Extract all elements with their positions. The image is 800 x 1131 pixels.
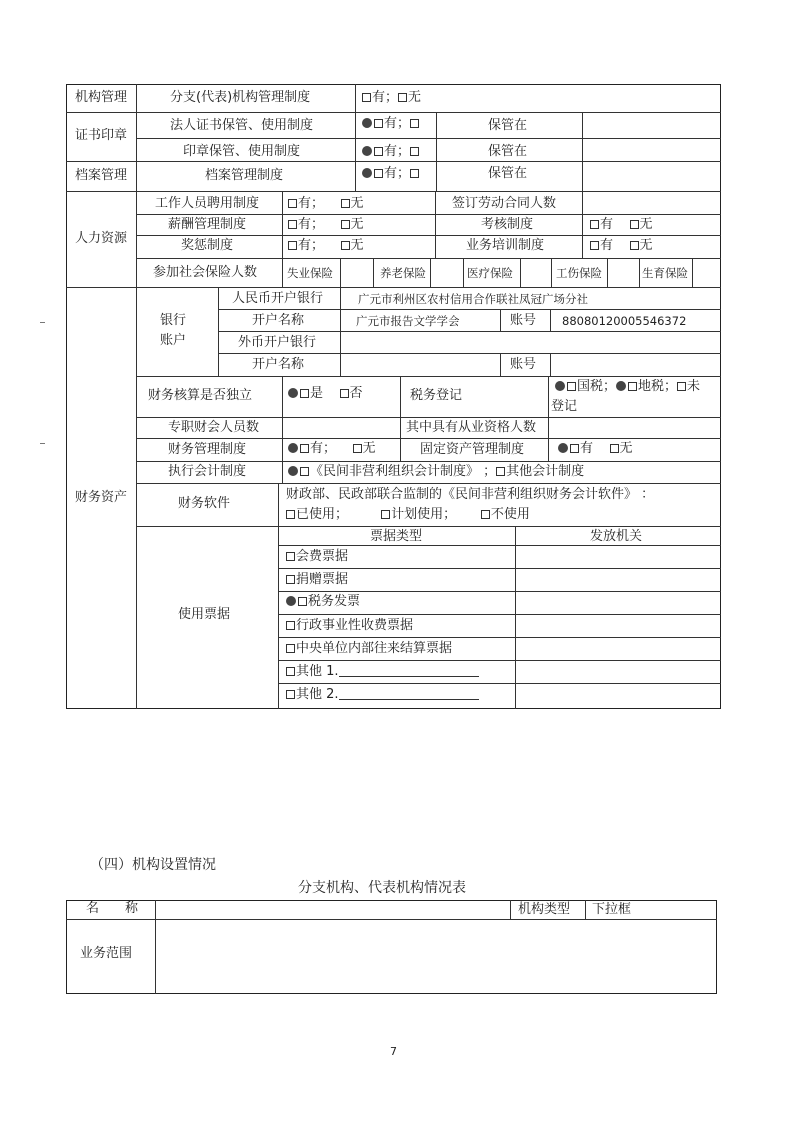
mgmt-options[interactable]: 有； 无 <box>288 441 376 457</box>
mgmt-label: 财务管理制度 <box>168 442 247 457</box>
checkbox[interactable] <box>496 467 505 476</box>
invoice-label: 使用票据 <box>178 607 231 622</box>
org-options[interactable]: 有； 无 <box>362 90 421 106</box>
checkbox[interactable] <box>341 241 350 250</box>
checkbox[interactable] <box>298 597 307 606</box>
qualified-label: 其中具有从业资格人数 <box>406 420 537 435</box>
finance-label: 财务资产 <box>75 490 128 505</box>
checkbox[interactable] <box>590 241 599 250</box>
invoice-type-row[interactable]: 税务发票 <box>286 594 360 610</box>
fx-account-name-label: 开户名称 <box>252 357 305 372</box>
type-dropdown[interactable]: 下拉框 <box>592 902 632 917</box>
checkbox[interactable] <box>630 220 639 229</box>
page-number: 7 <box>390 1045 397 1058</box>
checkbox[interactable] <box>374 147 383 156</box>
checkbox[interactable] <box>570 444 579 453</box>
margin-mark <box>40 322 45 323</box>
invoice-type-header: 票据类型 <box>370 529 423 544</box>
invoice-type-row[interactable]: 捐赠票据 <box>286 572 348 588</box>
independent-label: 财务核算是否独立 <box>148 388 253 403</box>
checkbox[interactable] <box>410 169 419 178</box>
bank-label-2: 账户 <box>160 333 187 348</box>
archive-options[interactable]: 有； <box>362 166 420 182</box>
filled-dot-icon <box>288 443 298 453</box>
tax-none-cont: 登记 <box>551 399 578 414</box>
filled-dot-icon <box>362 168 372 178</box>
invoice-type-row[interactable]: 会费票据 <box>286 549 348 565</box>
checkbox[interactable] <box>286 552 295 561</box>
invoice-type-row[interactable]: 其他 1. <box>286 664 479 680</box>
checkbox[interactable] <box>610 444 619 453</box>
checkbox[interactable] <box>286 667 295 676</box>
checkbox[interactable] <box>410 147 419 156</box>
checkbox[interactable] <box>288 241 297 250</box>
checkbox[interactable] <box>353 444 362 453</box>
checkbox[interactable] <box>567 382 576 391</box>
section4-heading: （四）机构设置情况 <box>90 857 216 873</box>
filled-dot-icon <box>362 146 372 156</box>
accountants-label: 专职财会人员数 <box>168 420 260 435</box>
hr-row2-right: 考核制度 <box>481 217 534 232</box>
asset-label: 固定资产管理制度 <box>420 442 525 457</box>
filled-dot-icon <box>555 381 565 391</box>
hr-row2-left: 薪酬管理制度 <box>168 217 247 232</box>
name-label: 名 称 <box>86 901 139 916</box>
checkbox[interactable] <box>286 575 295 584</box>
fx-account-no-label: 账号 <box>510 357 537 372</box>
checkbox[interactable] <box>590 220 599 229</box>
asset-options[interactable]: 有 无 <box>558 441 633 457</box>
checkbox[interactable] <box>300 389 309 398</box>
invoice-type-row[interactable]: 中央单位内部往来结算票据 <box>286 641 452 657</box>
insurance-maternity: 生育保险 <box>642 266 688 280</box>
checkbox[interactable] <box>630 241 639 250</box>
scope-label: 业务范围 <box>80 946 133 961</box>
margin-mark <box>40 443 45 444</box>
cert-item-1: 法人证书保管、使用制度 <box>170 118 314 133</box>
rmb-bank-value: 广元市利州区农村信用合作联社凤冠广场分社 <box>358 292 588 306</box>
section4-table-title: 分支机构、代表机构情况表 <box>298 880 466 896</box>
insurance-label: 参加社会保险人数 <box>153 265 258 280</box>
checkbox[interactable] <box>300 467 309 476</box>
fill-blank[interactable] <box>339 687 479 700</box>
fill-blank[interactable] <box>339 664 479 677</box>
hr-row2-right-opts[interactable]: 有 无 <box>590 217 653 233</box>
cert-item-2: 印章保管、使用制度 <box>183 144 301 159</box>
archive-label: 档案管理 <box>75 168 128 183</box>
archive-keeper: 保管在 <box>488 166 528 181</box>
hr-row1-left: 工作人员聘用制度 <box>155 196 260 211</box>
tax-options[interactable]: 国税； 地税； 未 <box>555 379 700 395</box>
checkbox[interactable] <box>481 510 490 519</box>
checkbox[interactable] <box>362 93 371 102</box>
filled-dot-icon <box>362 118 372 128</box>
checkbox[interactable] <box>286 644 295 653</box>
hr-row3-right-opts[interactable]: 有 无 <box>590 238 653 254</box>
checkbox[interactable] <box>300 444 309 453</box>
insurance-pension: 养老保险 <box>380 266 426 280</box>
checkbox[interactable] <box>340 389 349 398</box>
rule-label: 执行会计制度 <box>168 464 247 479</box>
insurance-medical: 医疗保险 <box>467 266 513 280</box>
checkbox[interactable] <box>398 93 407 102</box>
software-options[interactable]: 已使用； 计划使用； 不使用 <box>286 507 530 523</box>
filled-dot-icon <box>288 388 298 398</box>
checkbox[interactable] <box>374 119 383 128</box>
hr-row3-left: 奖惩制度 <box>181 238 234 253</box>
hr-row1-right: 签订劳动合同人数 <box>452 196 557 211</box>
hr-row1-opts[interactable]: 有； 无 <box>288 196 364 212</box>
software-desc: 财政部、民政部联合监制的《民间非营利组织财务会计软件》 ： <box>286 487 655 502</box>
hr-row3-opts[interactable]: 有； 无 <box>288 238 364 254</box>
archive-item: 档案管理制度 <box>205 168 284 183</box>
account-no-label: 账号 <box>510 313 537 328</box>
org-item: 分支(代表)机构管理制度 <box>170 90 311 105</box>
fx-bank-label: 外币开户银行 <box>238 335 317 350</box>
checkbox[interactable] <box>374 169 383 178</box>
independent-options[interactable]: 是 否 <box>288 386 363 402</box>
invoice-issuer-header: 发放机关 <box>590 529 643 544</box>
rmb-bank-label: 人民币开户银行 <box>232 291 324 306</box>
rule-options[interactable]: 《民间非营利组织会计制度》 ； 其他会计制度 <box>288 464 584 480</box>
checkbox[interactable] <box>381 510 390 519</box>
account-name-value: 广元市报告文学学会 <box>356 314 460 328</box>
org-label: 机构管理 <box>75 90 128 105</box>
checkbox[interactable] <box>410 119 419 128</box>
hr-row3-right: 业务培训制度 <box>466 238 545 253</box>
checkbox[interactable] <box>628 382 637 391</box>
insurance-unemployment: 失业保险 <box>287 266 333 280</box>
type-label: 机构类型 <box>518 902 571 917</box>
cert-keeper-2: 保管在 <box>488 144 528 159</box>
account-name-label: 开户名称 <box>252 313 305 328</box>
software-label: 财务软件 <box>178 496 231 511</box>
hr-row2-opts[interactable]: 有； 无 <box>288 217 364 233</box>
filled-dot-icon <box>558 443 568 453</box>
checkbox[interactable] <box>286 621 295 630</box>
checkbox[interactable] <box>286 690 295 699</box>
cert-label: 证书印章 <box>75 128 128 143</box>
insurance-injury: 工伤保险 <box>556 266 602 280</box>
cert-options-2[interactable]: 有； <box>362 144 420 160</box>
hr-label: 人力资源 <box>75 231 128 246</box>
cert-options-1[interactable]: 有； <box>362 116 420 132</box>
filled-dot-icon <box>288 466 298 476</box>
invoice-type-row[interactable]: 其他 2. <box>286 687 479 703</box>
checkbox[interactable] <box>341 220 350 229</box>
checkbox[interactable] <box>286 510 295 519</box>
filled-dot-icon <box>616 381 626 391</box>
invoice-type-row[interactable]: 行政事业性收费票据 <box>286 618 413 634</box>
checkbox[interactable] <box>677 382 686 391</box>
checkbox[interactable] <box>341 199 350 208</box>
tax-label: 税务登记 <box>410 388 463 403</box>
checkbox[interactable] <box>288 220 297 229</box>
cert-keeper-1: 保管在 <box>488 118 528 133</box>
account-no-value: 88080120005546372 <box>562 314 687 328</box>
checkbox[interactable] <box>288 199 297 208</box>
filled-dot-icon <box>286 596 296 606</box>
bank-label-1: 银行 <box>160 313 187 328</box>
